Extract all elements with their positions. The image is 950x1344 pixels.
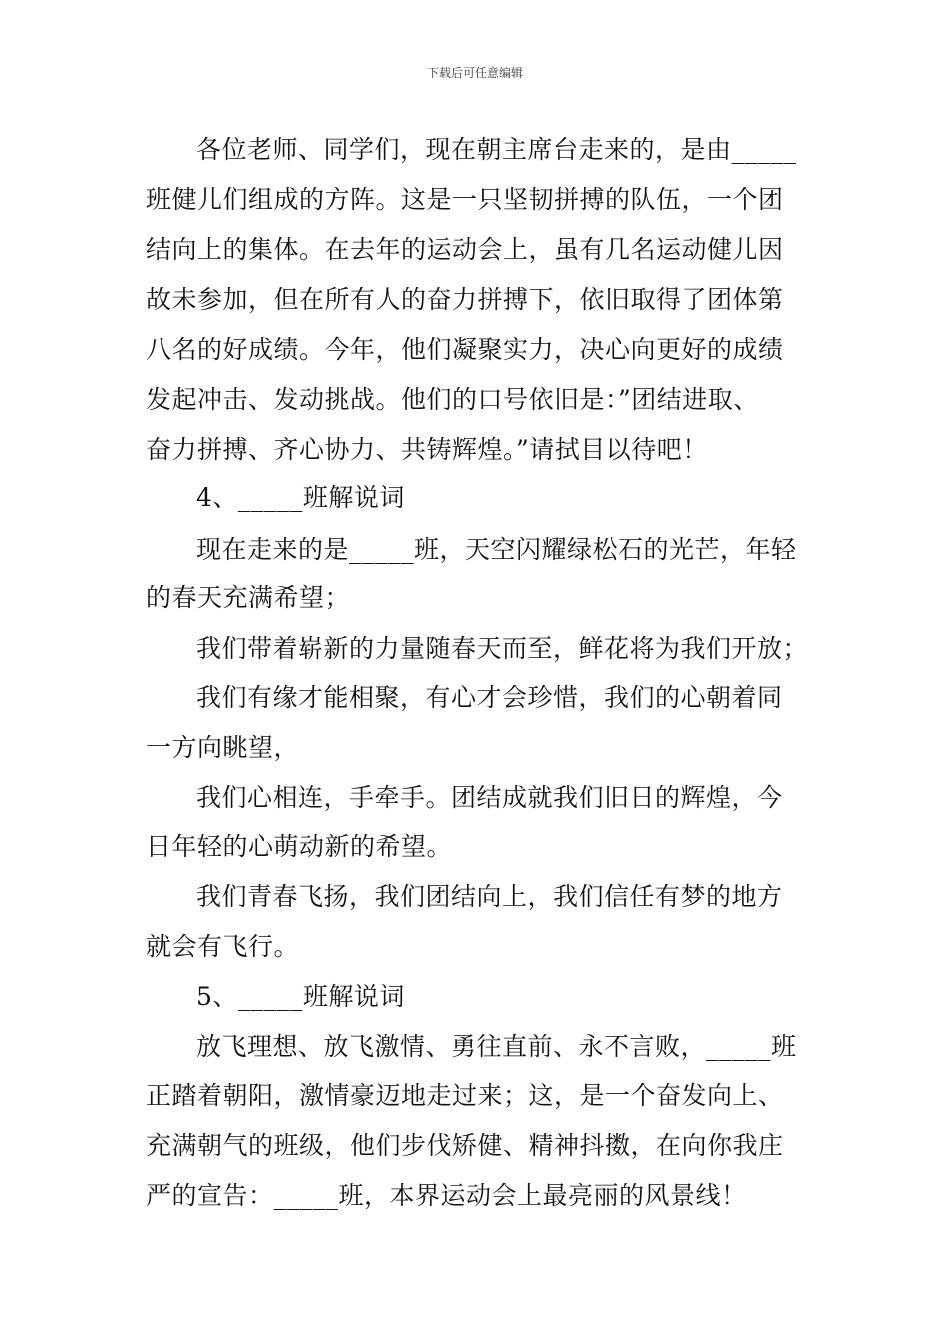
paragraph-line: 我们心相连，手牵手。团结成就我们旧日的辉煌，今: [196, 783, 783, 812]
paragraph-line: 严的宣告：_____班，本界运动会上最亮丽的风景线！: [146, 1181, 747, 1210]
paragraph-line: 就会有飞行。: [146, 932, 300, 961]
paragraph-line: 我们青春飞扬，我们团结向上，我们信任有梦的地方: [196, 882, 783, 911]
paragraph-line: 我们带着崭新的力量随春天而至，鲜花将为我们开放；: [196, 634, 809, 663]
section-heading: 5、_____班解说词: [196, 982, 405, 1011]
paragraph-line: 结向上的集体。在去年的运动会上，虽有几名运动健儿因: [146, 235, 784, 264]
paragraph-line: 我们有缘才能相聚，有心才会珍惜，我们的心朝着同: [196, 683, 783, 712]
paragraph-line: 奋力拼搏、齐心协力、共铸辉煌。”请拭目以待吧！: [146, 435, 708, 464]
paragraph-line: 的春天充满希望；: [146, 583, 351, 612]
section-heading: 4、_____班解说词: [196, 483, 405, 512]
header-note: 下载后可任意编辑: [426, 66, 523, 80]
paragraph-line: 日年轻的心萌动新的希望。: [146, 832, 453, 861]
paragraph-line: 八名的好成绩。今年，他们凝聚实力，决心向更好的成绩: [146, 335, 784, 364]
paragraph-line: 正踏着朝阳，激情豪迈地走过来；这，是一个奋发向上、: [146, 1081, 784, 1110]
paragraph-line: 放飞理想、放飞激情、勇往直前、永不言败，_____班: [196, 1032, 797, 1061]
paragraph-line: 故未参加，但在所有人的奋力拼搏下，依旧取得了团体第: [146, 285, 784, 314]
paragraph-line: 班健儿们组成的方阵。这是一只坚韧拼搏的队伍，一个团: [146, 185, 784, 214]
paragraph-line: 各位老师、同学们，现在朝主席台走来的，是由_____: [196, 135, 797, 164]
paragraph-line: 充满朝气的班级，他们步伐矫健、精神抖擞，在向你我庄: [146, 1131, 784, 1160]
paragraph-line: 发起冲击、发动挑战。他们的口号依旧是：”团结进取、: [146, 385, 759, 414]
paragraph-line: 一方向眺望，: [146, 733, 300, 762]
paragraph-line: 现在走来的是_____班，天空闪耀绿松石的光芒，年轻: [196, 535, 797, 564]
